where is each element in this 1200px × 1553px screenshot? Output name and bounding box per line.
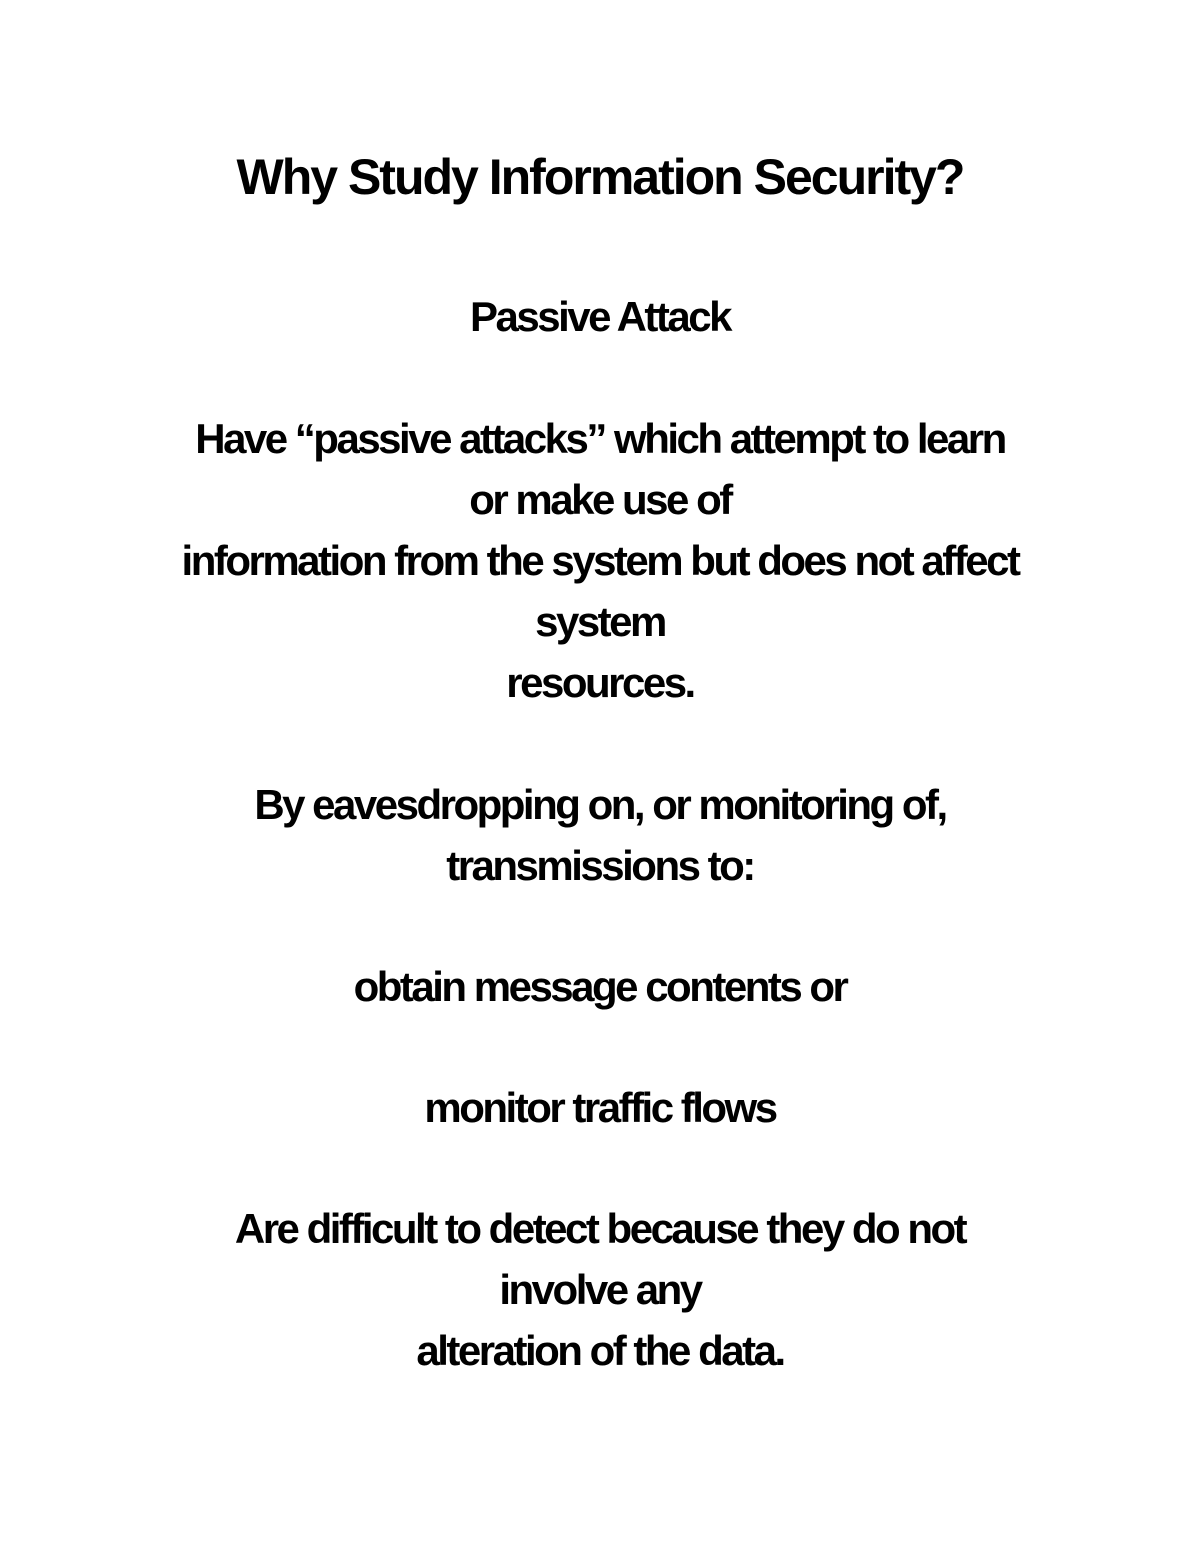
paragraph-2-line-2: transmissions to: bbox=[446, 842, 754, 889]
paragraph-2-line-1: By eavesdropping on, or monitoring of, bbox=[254, 781, 946, 828]
paragraph-1-line-5: resources. bbox=[506, 659, 694, 706]
paragraph-1-line-3: information from the system but does not affect bbox=[181, 537, 1019, 584]
paragraph-1-line-4: system bbox=[535, 598, 665, 645]
paragraph-3-line-3: alteration of the data. bbox=[416, 1327, 784, 1374]
page-title: Why Study Information Security? bbox=[236, 149, 964, 205]
paragraph-3-line-1: Are difficult to detect because they do not bbox=[234, 1205, 966, 1252]
list-item-2: monitor traffic flows bbox=[424, 1084, 776, 1131]
paragraph-1-line-1: Have “passive attacks” which attempt to learn bbox=[195, 415, 1005, 462]
list-item-1: obtain message contents or bbox=[353, 963, 847, 1010]
section-heading: Passive Attack bbox=[470, 293, 730, 340]
paragraph-3-line-2: involve any bbox=[499, 1266, 701, 1313]
paragraph-1-line-2: or make use of bbox=[469, 476, 731, 523]
